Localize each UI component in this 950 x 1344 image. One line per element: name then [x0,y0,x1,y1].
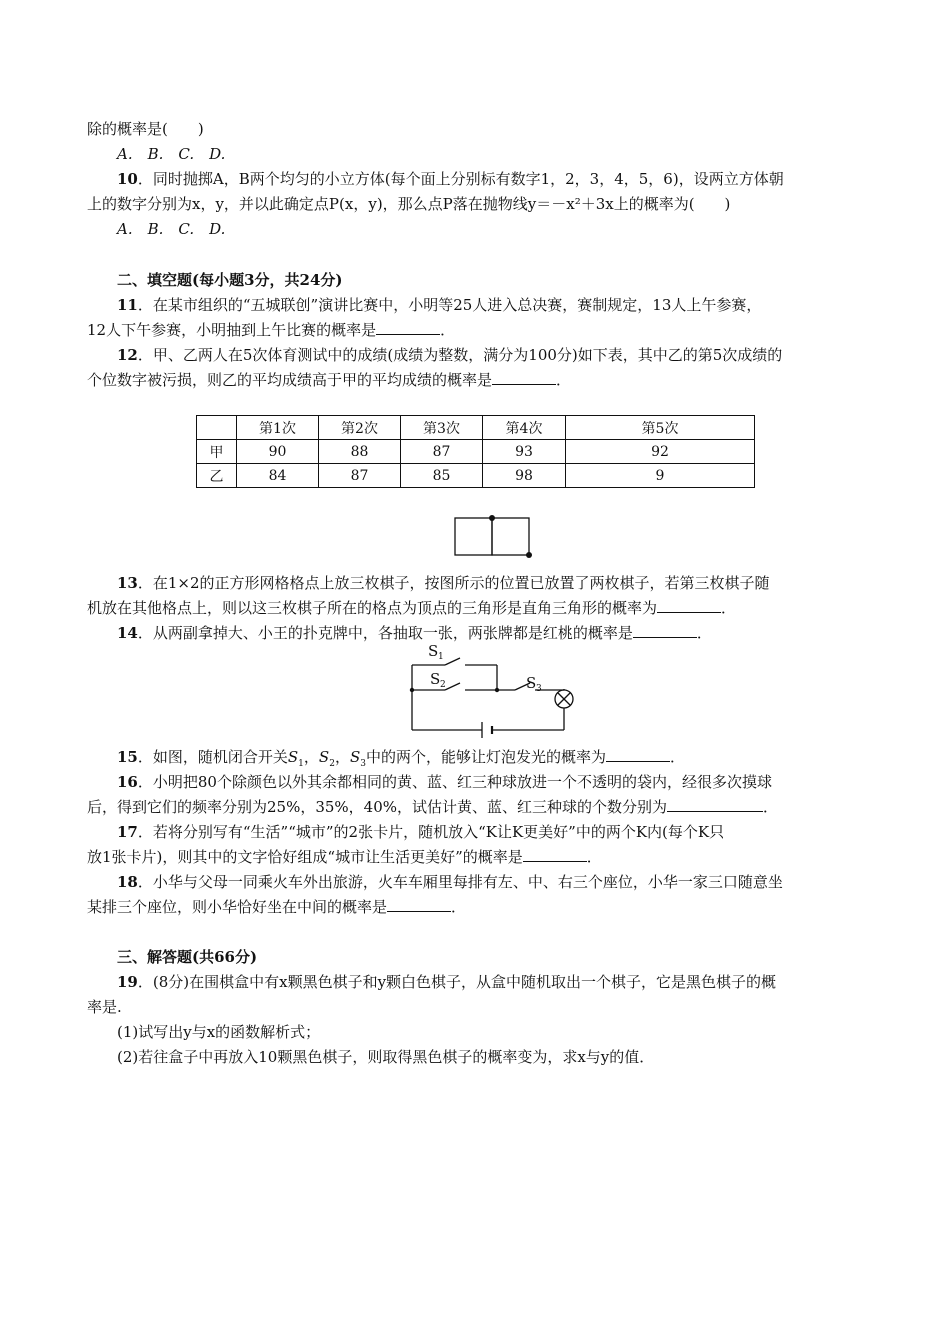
circuit-diagram [400,638,590,738]
q11-end: ． [440,321,456,339]
score-table [196,415,755,488]
q15-end: ． [669,748,685,766]
switch-s1-label: S [428,642,439,660]
q18-text: ．小华与父母一同乘火车外出旅游，火车车厢里每排有左、中、右三个座位，小华一家三口随意坐 [137,873,783,891]
q15-answer-blank[interactable] [606,747,670,762]
table-cell: 87 [319,464,401,488]
q13-line2 [87,598,736,618]
table-header-cell: 第4次 [483,416,566,440]
switch-s2-subscript: 2 [440,680,446,690]
q18-end: ． [451,898,467,916]
table-header-cell: 第5次 [566,416,755,440]
table-header-row [197,416,755,440]
q16-text: ．小明把80个除颜色以外其余都相同的黄、蓝、红三种球放进一个不透明的袋内，经很多次摸球 [137,773,772,791]
table-header-cell: 第2次 [319,416,401,440]
q13-answer-blank[interactable] [657,598,721,613]
q13-end: ． [721,599,737,617]
q16-answer-blank[interactable] [667,797,763,812]
q15-s2-sub: 2 [329,759,335,769]
q14-end: ． [696,624,712,642]
q10-number: 10 [117,170,138,188]
q13-number: 13 [117,574,138,592]
q18-number: 18 [117,873,138,891]
q14-text: ．从两副拿掉大、小王的扑克牌中，各抽取一张，两张牌都是红桃的概率是 [137,624,633,642]
grid-cell-left [455,518,492,555]
q16-line2 [87,797,778,817]
switch-s3-subscript: 3 [536,684,542,694]
q12-line1 [117,345,782,365]
q10-line2: 上的数字分别为x，y，并以此确定点P(x，y)，那么点P落在抛物线y＝－x²＋3x上的概率为( ) [87,195,731,213]
section2-title: 二、填空题(每小题3分，共24分) [117,271,343,289]
q16-number: 16 [117,773,138,791]
q12-line2 [87,370,571,390]
q16-end: ． [763,798,779,816]
q12-number: 12 [117,346,138,364]
q17-text2: 放1张卡片)，则其中的文字恰好组成“城市让生活更美好”的概率是 [87,848,523,866]
switch-s2-label: S [430,670,441,688]
table-header-cell: 第1次 [237,416,319,440]
q17-line2 [87,847,602,867]
q18-line1 [117,872,783,892]
grid-cell-right [492,518,529,555]
table-cell: 84 [237,464,319,488]
table-cell: 90 [237,440,319,464]
q11-text: ．在某市组织的“五城联创”演讲比赛中，小明等25人进入总决赛，赛制规定，13人上午参赛， [137,296,762,314]
q10-options: A. B. C. D. [117,220,226,238]
q19-text: ．(8分)在围棋盒中有x颗黑色棋子和y颗白色棋子，从盒中随机取出一个棋子，它是黑色棋子的概 [137,973,777,991]
q17-line1 [117,822,724,842]
table-cell: 87 [401,440,483,464]
q15-s3: S [349,748,361,766]
q11-line2 [87,320,455,340]
q11-text2: 12人下午参赛，小明抽到上午比赛的概率是 [87,321,377,339]
q9-options: A. B. C. D. [117,145,226,163]
q18-answer-blank[interactable] [387,897,451,912]
q15-s1-sub: 1 [298,759,304,769]
switch-s1-blade [445,658,460,665]
table-cell: 88 [319,440,401,464]
table-cell: 92 [566,440,755,464]
q15-s2: S [318,748,330,766]
q15-s1: S [287,748,299,766]
table-cell: 93 [483,440,566,464]
table-row [197,440,755,464]
q11-line1 [117,295,761,315]
table-header-cell [197,416,237,440]
q13-line1 [117,573,770,593]
table-cell: 9 [566,464,755,488]
q19-line2: 率是. [87,998,122,1016]
q15-text: ．如图，随机闭合开关 [137,748,288,766]
switch-s1-subscript: 1 [438,652,444,662]
section3-title: 三、解答题(共66分) [117,948,258,966]
q17-number: 17 [117,823,138,841]
q15-sep: ， [334,748,350,766]
q11-number: 11 [117,296,138,314]
q15-s3-sub: 3 [360,759,366,769]
q10-text: ．同时抛掷A，B两个均匀的小立方体(每个面上分别标有数字1，2，3，4，5，6)，设两立方体朝 [137,170,784,188]
table-cell: 乙 [197,464,237,488]
chess-piece-top [489,515,495,521]
q15-number: 15 [117,748,138,766]
q19-part1: (1)试写出y与x的函数解析式； [117,1023,321,1041]
grid-figure [448,511,538,563]
q13-text: ．在1×2的正方形网格格点上放三枚棋子，按图所示的位置已放置了两枚棋子，若第三枚棋子随 [137,574,770,592]
chess-piece-bottom-right [526,552,532,558]
switch-s3-label: S [526,674,537,692]
q9-tail-text: 除的概率是( ) [87,120,204,138]
q18-line2 [87,897,466,917]
q19-number: 19 [117,973,138,991]
q17-text: ．若将分别写有“生活”“城市”的2张卡片，随机放入“K让K更美好”中的两个K内(每个K只 [137,823,725,841]
q16-line1 [117,772,772,792]
junction-dot [495,688,499,692]
q14-answer-blank[interactable] [633,623,697,638]
table-cell: 85 [401,464,483,488]
q10-line1 [117,169,784,189]
q11-answer-blank[interactable] [376,320,440,335]
q15-line1 [117,747,685,774]
table-cell: 甲 [197,440,237,464]
switch-s2-blade [445,683,460,690]
junction-dot [410,688,414,692]
q15-text2: 中的两个，能够让灯泡发光的概率为 [365,748,606,766]
q13-text2: 机放在其他格点上，则以这三枚棋子所在的格点为顶点的三角形是直角三角形的概率为 [87,599,658,617]
q18-text2: 某排三个座位，则小华恰好坐在中间的概率是 [87,898,388,916]
q17-end: ． [586,848,602,866]
table-header-cell: 第3次 [401,416,483,440]
q16-text2: 后，得到它们的频率分别为25%，35%，40%，试估计黄、蓝、红三种球的个数分别为 [87,798,668,816]
table-row [197,464,755,488]
q19-line1 [117,972,776,992]
q15-sep: ， [303,748,319,766]
q12-text: ．甲、乙两人在5次体育测试中的成绩(成绩为整数，满分为100分)如下表，其中乙的第5次成绩的 [137,346,783,364]
q14-number: 14 [117,624,138,642]
table-cell: 98 [483,464,566,488]
q12-answer-blank[interactable] [492,370,556,385]
q12-end: ． [556,371,572,389]
q12-text2: 个位数字被污损，则乙的平均成绩高于甲的平均成绩的概率是 [87,371,493,389]
q17-answer-blank[interactable] [523,847,587,862]
q19-part2: (2)若往盒子中再放入10颗黑色棋子，则取得黑色棋子的概率变为，求x与y的值． [117,1048,655,1066]
